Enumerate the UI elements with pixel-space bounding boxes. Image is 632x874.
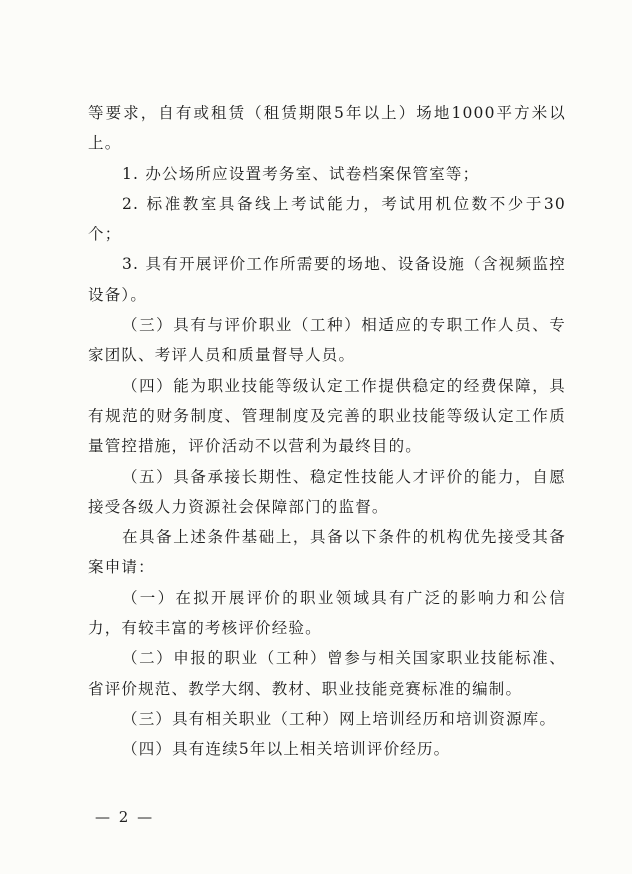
paragraph-2: 1. 办公场所应设置考务室、试卷档案保管室等；	[122, 164, 480, 183]
paragraph-6: （四）能为职业技能等级认定工作提供稳定的经费保障，具有规范的财务制度、管理制度及完善的职业技能等级认定工作质量管控措施，评价活动不以营利为最终目的。	[88, 376, 566, 456]
paragraph-3: 2. 标准教室具备线上考试能力，考试用机位数不少于30个；	[88, 194, 566, 244]
paragraph-9: （一）在拟开展评价的职业领域具有广泛的影响力和公信力，有较丰富的考核评价经验。	[88, 588, 566, 638]
paragraph-11: （三）具有相关职业（工种）网上培训经历和培训资源库。	[122, 709, 557, 728]
paragraph-10: （二）申报的职业（工种）曾参与相关国家职业技能标准、省评价规范、教学大纲、教材、职业技能竞赛标准的编制。	[88, 649, 566, 698]
paragraph-12: （四）具有连续5年以上相关培训评价经历。	[122, 740, 451, 759]
page-number: — 2 —	[95, 808, 155, 826]
paragraph-4: 3. 具有开展评价工作所需要的场地、设备设施（含视频监控设备）。	[88, 255, 566, 304]
paragraph-1: 等要求，自有或租赁（租赁期限5年以上）场地1000平方米以上。	[88, 104, 566, 153]
paragraph-7: （五）具备承接长期性、稳定性技能人才评价的能力，自愿接受各级人力资源社会保障部门的监督。	[88, 467, 566, 516]
paragraph-8: 在具备上述条件基础上，具备以下条件的机构优先接受其备案申请：	[88, 528, 566, 577]
paragraph-5: （三）具有与评价职业（工种）相适应的专职工作人员、专家团队、考评人员和质量督导人员。	[88, 316, 566, 365]
body-text	[88, 98, 566, 765]
